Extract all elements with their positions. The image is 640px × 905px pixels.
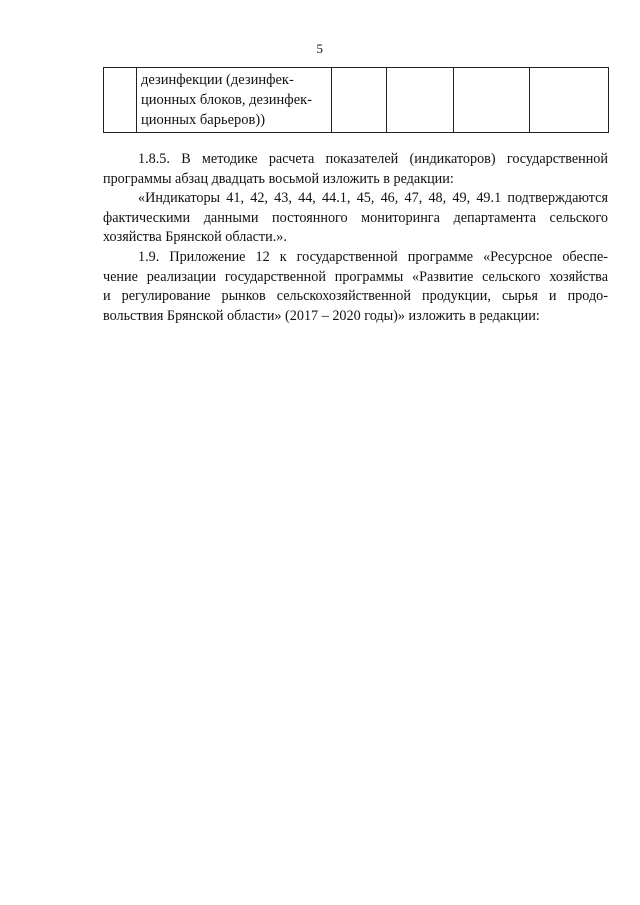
text-line: чение реализации государственной программы «Развитие сельского хозяйства	[103, 268, 608, 285]
text-line: «Индикаторы 41, 42, 43, 44, 44.1, 45, 46, 47, 48, 49, 49.1 подтверждаются	[138, 190, 608, 207]
paragraph-1-8-5	[103, 150, 608, 189]
table-cell-empty	[332, 68, 387, 133]
text-line: программы абзац двадцать восьмой изложить в редакции:	[103, 170, 454, 187]
paragraph-1-9	[103, 248, 608, 326]
table-cell-empty	[530, 68, 609, 133]
table-cell-empty	[104, 68, 137, 133]
text-line: фактическими данными постоянного мониторинга департамента сельского	[103, 209, 608, 226]
table-cell-text	[137, 68, 332, 133]
text-line: хозяйства Брянской области.».	[103, 229, 287, 246]
table-cell-line: ционных барьеров))	[141, 112, 266, 128]
text-line: вольствия Брянской области» (2017 – 2020 годы)» изложить в редакции:	[103, 307, 540, 324]
table-cell-line: дезинфекции (дезинфек-	[141, 72, 294, 88]
text-line: 1.8.5. В методике расчета показателей (индикаторов) государственной	[138, 151, 608, 167]
text-line: 1.9. Приложение 12 к государственной программе «Ресурсное обеспе-	[138, 248, 608, 265]
paragraph-quote	[103, 189, 608, 248]
text-line: и регулирование рынков сельскохозяйственной продукции, сырья и продо-	[103, 288, 608, 305]
document-body	[103, 150, 608, 326]
table-fragment	[103, 67, 609, 133]
table-row	[104, 68, 609, 133]
table-cell-empty	[387, 68, 454, 133]
table-cell-line: ционных блоков, дезинфек-	[141, 92, 313, 108]
page-number: 5	[316, 41, 324, 56]
table-cell-empty	[454, 68, 530, 133]
